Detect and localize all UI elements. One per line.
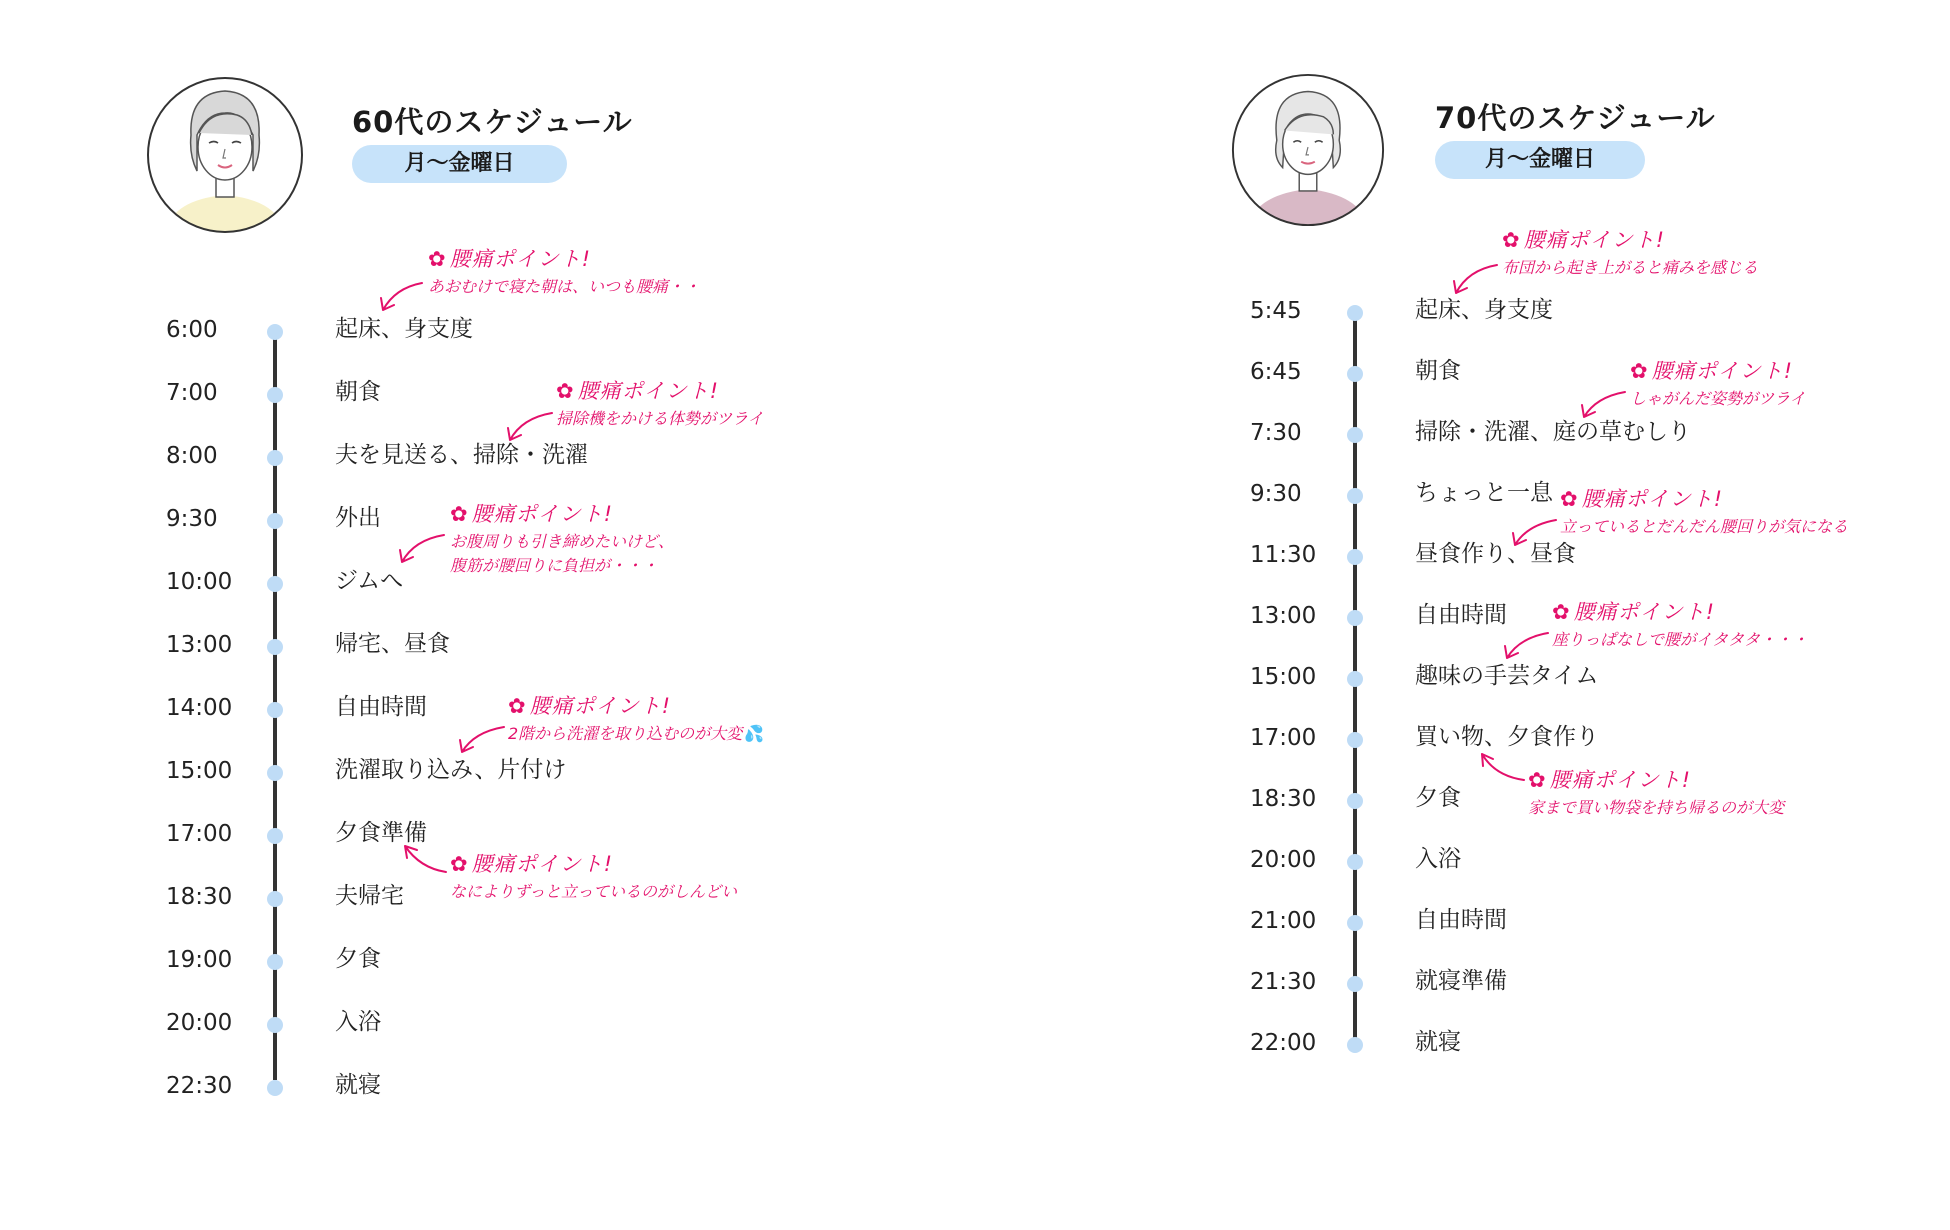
time-label: 18:30	[166, 884, 233, 910]
time-label: 20:00	[1250, 847, 1317, 873]
time-label: 15:00	[1250, 664, 1317, 690]
schedule-70s	[1210, 0, 1950, 1230]
activity-label: 夕食	[335, 946, 381, 972]
star-icon: ✿	[508, 694, 527, 718]
time-label: 13:00	[166, 632, 233, 658]
timeline-dot	[1347, 671, 1363, 687]
activity-label: 起床、身支度	[335, 316, 473, 342]
timeline-dot	[1347, 976, 1363, 992]
note-label: 腰痛ポイント!	[1581, 487, 1724, 511]
page-title-60s: 60代のスケジュール	[352, 105, 633, 139]
time-label: 11:30	[1250, 542, 1317, 568]
back-pain-note	[450, 498, 674, 576]
timeline-dot	[1347, 305, 1363, 321]
time-label: 13:00	[1250, 603, 1317, 629]
star-icon: ✿	[428, 247, 447, 271]
note-text: しゃがんだ姿勢がツライ	[1630, 389, 1806, 408]
timeline-dot	[1347, 854, 1363, 870]
timeline-dot	[1347, 549, 1363, 565]
back-pain-note	[508, 690, 764, 744]
activity-label: 就寝	[1415, 1029, 1461, 1055]
back-pain-note	[1552, 596, 1808, 650]
activity-label: 自由時間	[1415, 907, 1507, 933]
time-label: 22:30	[166, 1073, 233, 1099]
note-text: 立っているとだんだん腰回りが気になる	[1560, 517, 1849, 536]
time-label: 21:30	[1250, 969, 1317, 995]
star-icon: ✿	[1630, 359, 1649, 383]
time-label: 7:30	[1250, 420, 1302, 446]
activity-label: 入浴	[335, 1009, 381, 1035]
note-text: 家まで買い物袋を持ち帰るのが大変	[1528, 798, 1785, 817]
activity-label: 洗濯取り込み、片付け	[335, 757, 567, 783]
timeline-dot	[1347, 427, 1363, 443]
time-label: 5:45	[1250, 298, 1302, 324]
time-label: 18:30	[1250, 786, 1317, 812]
star-icon: ✿	[1552, 600, 1571, 624]
note-label: 腰痛ポイント!	[1549, 768, 1692, 792]
activity-label: 夫帰宅	[335, 883, 404, 909]
time-label: 7:00	[166, 380, 218, 406]
activity-label: 起床、身支度	[1415, 297, 1553, 323]
avatar-woman-70s-icon	[1230, 72, 1386, 232]
timeline-dot	[267, 450, 283, 466]
timeline-dot	[267, 702, 283, 718]
back-pain-note	[1528, 764, 1784, 818]
back-pain-note	[1560, 483, 1848, 537]
note-label: 腰痛ポイント!	[471, 502, 614, 526]
activity-label: 外出	[335, 505, 381, 531]
time-label: 10:00	[166, 569, 233, 595]
timeline-dot	[267, 639, 283, 655]
days-badge-60s: 月〜金曜日	[352, 145, 567, 183]
back-pain-note	[450, 848, 737, 902]
note-text: お腹周りも引き締めたいけど、	[450, 532, 675, 551]
back-pain-note	[556, 375, 764, 429]
timeline-dot	[267, 1080, 283, 1096]
time-label: 20:00	[166, 1010, 233, 1036]
time-label: 6:00	[166, 317, 218, 343]
activity-label: 夫を見送る、掃除・洗濯	[335, 442, 588, 468]
note-text: 腹筋が腰回りに負担が・・・	[450, 556, 659, 575]
timeline-dot	[1347, 732, 1363, 748]
time-label: 17:00	[1250, 725, 1317, 751]
timeline-dot	[267, 828, 283, 844]
timeline-dot	[1347, 488, 1363, 504]
timeline-dot	[267, 576, 283, 592]
note-text: なによりずっと立っているのがしんどい	[450, 882, 738, 901]
back-pain-note	[1630, 355, 1806, 409]
note-text: 座りっぱなしで腰がイタタタ・・・	[1552, 630, 1809, 649]
note-label: 腰痛ポイント!	[1573, 600, 1716, 624]
note-label: 腰痛ポイント!	[449, 247, 592, 271]
activity-label: 自由時間	[1415, 602, 1507, 628]
note-text: あおむけで寝た朝は、いつも腰痛・・	[428, 277, 701, 296]
timeline-dot	[267, 324, 283, 340]
time-label: 6:45	[1250, 359, 1302, 385]
timeline-dot	[1347, 366, 1363, 382]
activity-label: 帰宅、昼食	[335, 631, 450, 657]
star-icon: ✿	[1560, 487, 1579, 511]
timeline-dot	[267, 1017, 283, 1033]
note-label: 腰痛ポイント!	[1523, 228, 1666, 252]
timeline-dot	[267, 891, 283, 907]
time-label: 19:00	[166, 947, 233, 973]
note-text: 掃除機をかける体勢がツライ	[556, 409, 764, 428]
timeline-dot	[267, 954, 283, 970]
note-label: 腰痛ポイント!	[577, 379, 720, 403]
timeline-dot	[1347, 915, 1363, 931]
star-icon: ✿	[1502, 228, 1521, 252]
activity-label: ちょっと一息	[1415, 480, 1553, 506]
avatar-woman-60s-icon	[145, 75, 305, 239]
note-label: 腰痛ポイント!	[529, 694, 672, 718]
days-badge-70s: 月〜金曜日	[1435, 141, 1645, 179]
activity-label: 朝食	[1415, 358, 1461, 384]
note-label: 腰痛ポイント!	[471, 852, 614, 876]
activity-label: 夕食準備	[335, 820, 427, 846]
timeline-dot	[267, 765, 283, 781]
time-label: 9:30	[166, 506, 218, 532]
star-icon: ✿	[450, 852, 469, 876]
timeline-dot	[1347, 610, 1363, 626]
activity-label: ジムへ	[335, 568, 404, 594]
time-label: 17:00	[166, 821, 233, 847]
schedule-60s	[0, 0, 960, 1230]
timeline-dot	[267, 513, 283, 529]
star-icon: ✿	[1528, 768, 1547, 792]
activity-label: 入浴	[1415, 846, 1461, 872]
activity-label: 自由時間	[335, 694, 427, 720]
activity-label: 買い物、夕食作り	[1415, 724, 1599, 750]
time-label: 9:30	[1250, 481, 1302, 507]
sweat-drop-icon: 💦	[744, 724, 765, 743]
note-text: 2階から洗濯を取り込むのが大変	[508, 724, 743, 743]
time-label: 15:00	[166, 758, 233, 784]
timeline-dot	[1347, 1037, 1363, 1053]
back-pain-note	[1502, 224, 1758, 278]
activity-label: 昼食作り、昼食	[1415, 541, 1576, 567]
time-label: 21:00	[1250, 908, 1317, 934]
activity-label: 夕食	[1415, 785, 1461, 811]
activity-label: 趣味の手芸タイム	[1415, 663, 1599, 689]
timeline-dot	[1347, 793, 1363, 809]
back-pain-note	[428, 243, 700, 297]
time-label: 8:00	[166, 443, 218, 469]
note-text: 布団から起き上がると痛みを感じる	[1502, 258, 1759, 277]
activity-label: 朝食	[335, 379, 381, 405]
activity-label: 掃除・洗濯、庭の草むしり	[1415, 419, 1691, 445]
note-label: 腰痛ポイント!	[1651, 359, 1794, 383]
activity-label: 就寝準備	[1415, 968, 1507, 994]
time-label: 22:00	[1250, 1030, 1317, 1056]
star-icon: ✿	[450, 502, 469, 526]
time-label: 14:00	[166, 695, 233, 721]
page-title-70s: 70代のスケジュール	[1435, 101, 1716, 135]
star-icon: ✿	[556, 379, 575, 403]
timeline-dot	[267, 387, 283, 403]
activity-label: 就寝	[335, 1072, 381, 1098]
